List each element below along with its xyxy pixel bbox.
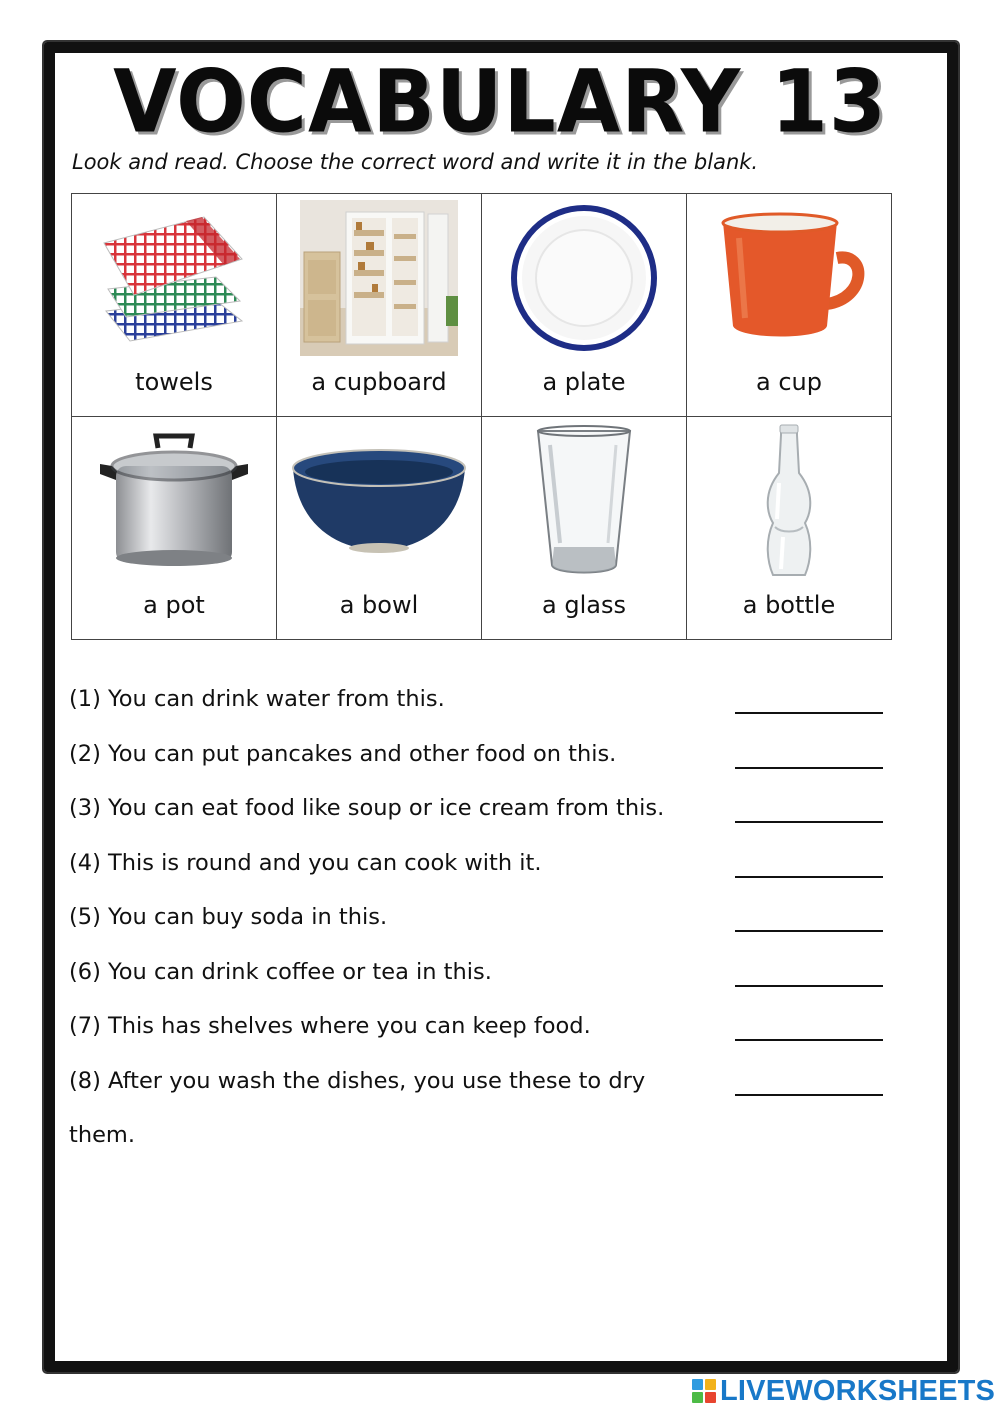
- answer-blank-3[interactable]: [735, 785, 883, 823]
- question-8-continuation: [69, 1112, 889, 1166]
- question-text: them.: [69, 1122, 135, 1148]
- liveworksheets-logo: [692, 1374, 995, 1408]
- pot-image: [72, 417, 276, 585]
- instructions: Look and read. Choose the correct word and write it in the blank.: [72, 150, 759, 174]
- page-title: VOCABULARY 13: [113, 52, 887, 153]
- logo-text: LIVEWORKSHEETS: [720, 1374, 996, 1407]
- cup-image: [687, 194, 891, 362]
- vocab-cell-glass: [482, 417, 687, 640]
- vocab-word: a bottle: [742, 591, 836, 619]
- answer-blank-4[interactable]: [735, 840, 883, 878]
- question-3: [69, 785, 889, 840]
- question-text: (4) This is round and you can cook with it.: [69, 849, 542, 876]
- question-list: [69, 676, 889, 1166]
- glass-image: [482, 417, 686, 585]
- answer-blank-5[interactable]: [735, 894, 883, 932]
- question-text: (7) This has shelves where you can keep food.: [69, 1013, 591, 1039]
- vocab-word: towels: [135, 368, 213, 396]
- vocab-cell-pot: [72, 417, 277, 640]
- answer-blank-2[interactable]: [735, 731, 883, 769]
- vocab-word: a pot: [143, 591, 205, 619]
- vocab-word: a plate: [542, 368, 626, 396]
- logo-grid-icon: [692, 1379, 716, 1403]
- answer-blank-6[interactable]: [735, 949, 883, 987]
- answer-blank-1[interactable]: [735, 676, 883, 714]
- question-8: [69, 1058, 889, 1113]
- vocab-cell-cup: [687, 194, 892, 417]
- question-4: [69, 840, 889, 895]
- bottle-image: [687, 417, 891, 585]
- question-5: [69, 894, 889, 949]
- question-text: (5) You can buy soda in this.: [69, 904, 388, 930]
- vocab-word: a glass: [542, 591, 626, 619]
- question-text: (2) You can put pancakes and other food on this.: [69, 740, 617, 767]
- question-2: [69, 731, 889, 786]
- plate-image: [482, 194, 686, 362]
- vocab-cell-towels: [72, 194, 277, 417]
- vocab-cell-cupboard: [277, 194, 482, 417]
- question-7: [69, 1003, 889, 1058]
- cupboard-image: [277, 194, 481, 362]
- question-1: [69, 676, 889, 731]
- question-text: (1) You can drink water from this.: [69, 686, 445, 712]
- answer-blank-7[interactable]: [735, 1003, 883, 1041]
- bowl-image: [277, 417, 481, 585]
- question-text: (8) After you wash the dishes, you use these to dry: [69, 1067, 646, 1094]
- vocab-cell-bottle: [687, 417, 892, 640]
- towels-image: [72, 194, 276, 362]
- vocab-cell-bowl: [277, 417, 482, 640]
- vocab-word: a bowl: [339, 591, 419, 619]
- question-text: (6) You can drink coffee or tea in this.: [69, 958, 492, 985]
- vocab-cell-plate: [482, 194, 687, 417]
- answer-blank-8[interactable]: [735, 1058, 883, 1096]
- question-6: [69, 949, 889, 1004]
- vocabulary-table: [71, 193, 892, 640]
- question-text: (3) You can eat food like soup or ice cream from this.: [69, 795, 665, 821]
- vocab-word: a cupboard: [311, 368, 447, 396]
- vocab-word: a cup: [756, 368, 822, 396]
